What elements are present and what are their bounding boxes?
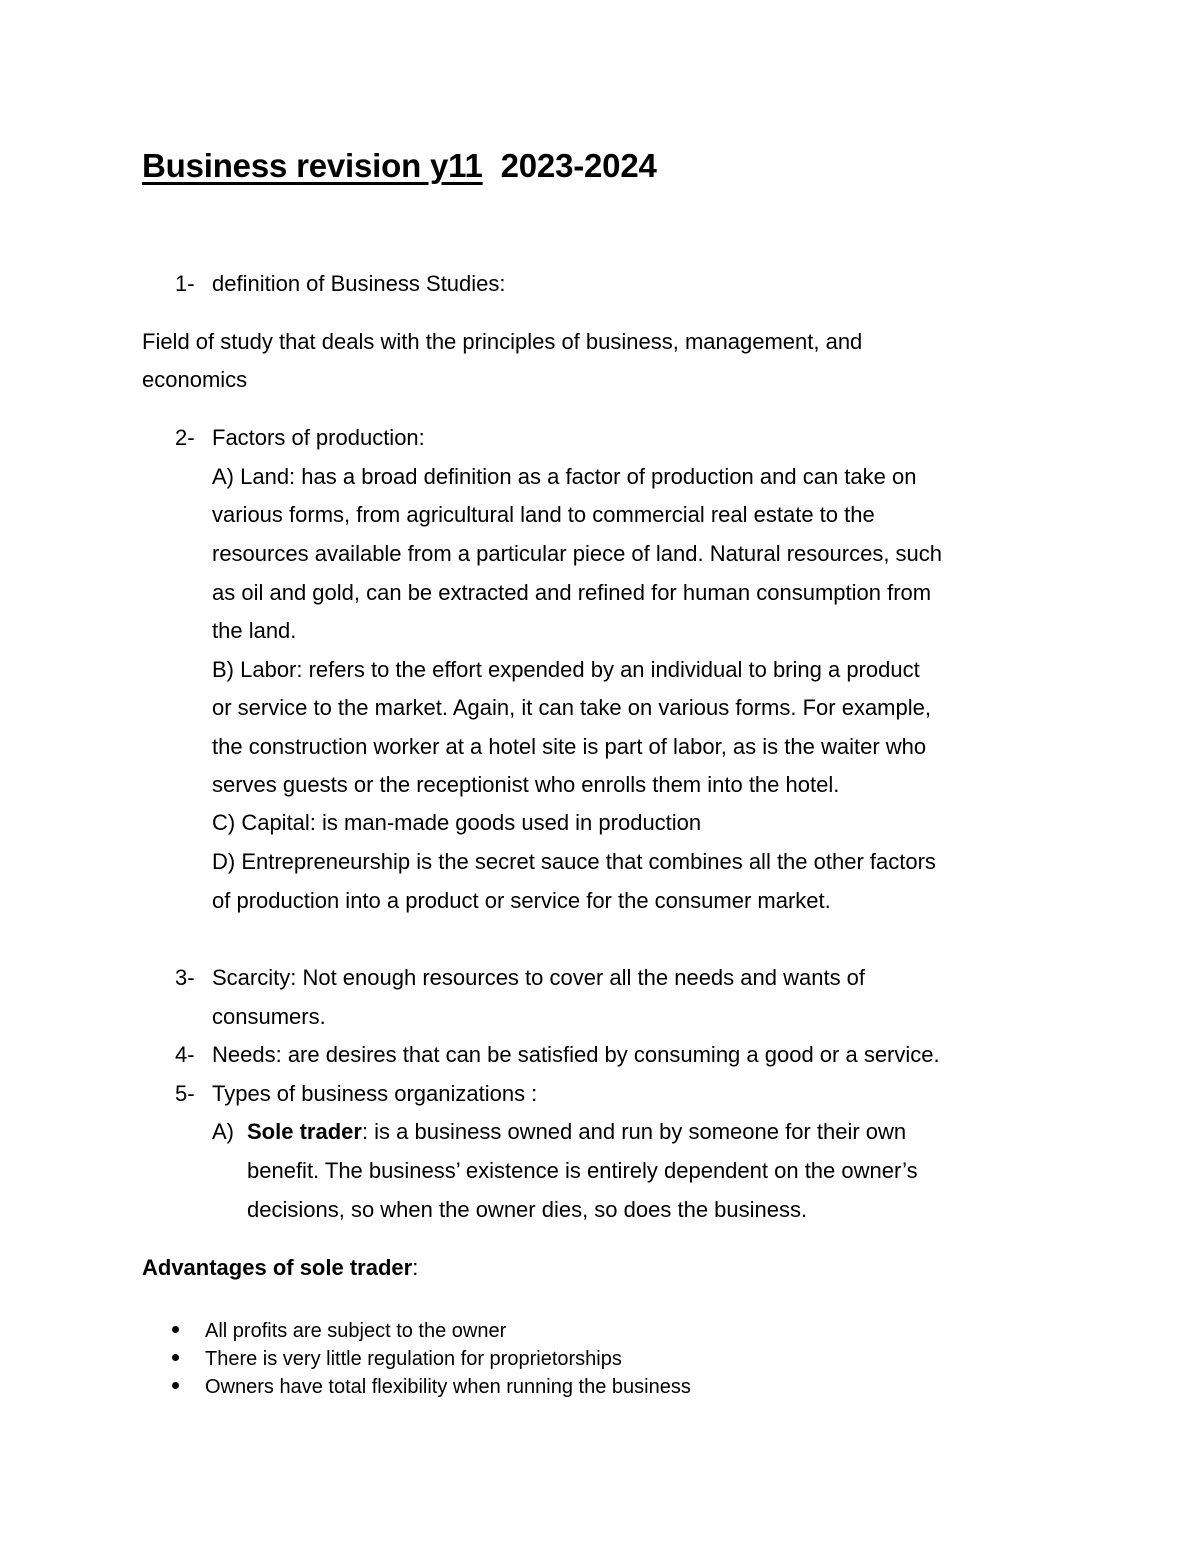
section-2-line: D) Entrepreneurship is the secret sauce that combines all the other factors [212,849,936,874]
section-1-body-line: Field of study that deals with the principles of business, management, and [142,329,863,354]
advantages-heading [142,1254,418,1282]
section-2-heading: Factors of production: [212,425,425,450]
bullet-icon [172,1354,179,1361]
title-underlined: Business revision y11 [142,147,483,184]
section-2-line: as oil and gold, can be extracted and refined for human consumption from [212,580,932,605]
bullet-icon [172,1382,179,1389]
section-5-heading: Types of business organizations : [212,1081,538,1106]
section-2-line: B) Labor: refers to the effort expended by an individual to bring a product [212,657,920,682]
advantages-heading-bold: Advantages of sole trader [142,1255,413,1280]
bullet-icon [172,1326,179,1333]
section-2-line: the land. [212,618,297,643]
sole-trader-term: Sole trader [247,1119,362,1144]
section-3-line: Scarcity: Not enough resources to cover all the needs and wants of [212,965,866,990]
section-2-line: or service to the market. Again, it can take on various forms. For example, [212,695,931,720]
list-item [172,1318,506,1344]
section-5-sub-line: benefit. The business’ existence is entirely dependent on the owner’s [247,1158,918,1183]
section-3-number: 3- [175,965,195,990]
section-5-sub-label: A) [212,1119,234,1144]
list-item [172,1346,622,1372]
title-years: 2023-2024 [500,147,657,184]
section-2-line: serves guests or the receptionist who enrolls them into the hotel. [212,772,840,797]
advantages-heading-colon: : [412,1255,419,1280]
sole-trader-definition: : is a business owned and run by someone for their own [361,1119,907,1144]
section-2-line: various forms, from agricultural land to commercial real estate to the [212,502,875,527]
section-1-number: 1- [175,271,195,296]
section-2-line: the construction worker at a hotel site is part of labor, as is the waiter who [212,734,927,759]
section-4-number: 4- [175,1042,195,1067]
section-5-sub-first-line [247,1118,906,1146]
section-2-line: of production into a product or service for the consumer market. [212,888,831,913]
section-2-line: resources available from a particular piece of land. Natural resources, such [212,541,943,566]
section-2-line: A) Land: has a broad definition as a factor of production and can take on [212,464,917,489]
list-item-text: There is very little regulation for proprietorships [205,1348,622,1370]
section-1-body-line: economics [142,367,248,392]
section-4-line: Needs: are desires that can be satisfied by consuming a good or a service. [212,1042,940,1067]
section-5-sub-line: decisions, so when the owner dies, so does the business. [247,1197,808,1222]
section-2-number: 2- [175,425,195,450]
list-item-text: All profits are subject to the owner [205,1320,507,1342]
section-3-line: consumers. [212,1004,326,1029]
list-item [172,1374,691,1400]
section-5-number: 5- [175,1081,195,1106]
section-2-line: C) Capital: is man-made goods used in production [212,810,702,835]
document-title [142,146,657,186]
list-item-text: Owners have total flexibility when running the business [205,1376,691,1398]
section-1-heading: definition of Business Studies: [212,271,506,296]
